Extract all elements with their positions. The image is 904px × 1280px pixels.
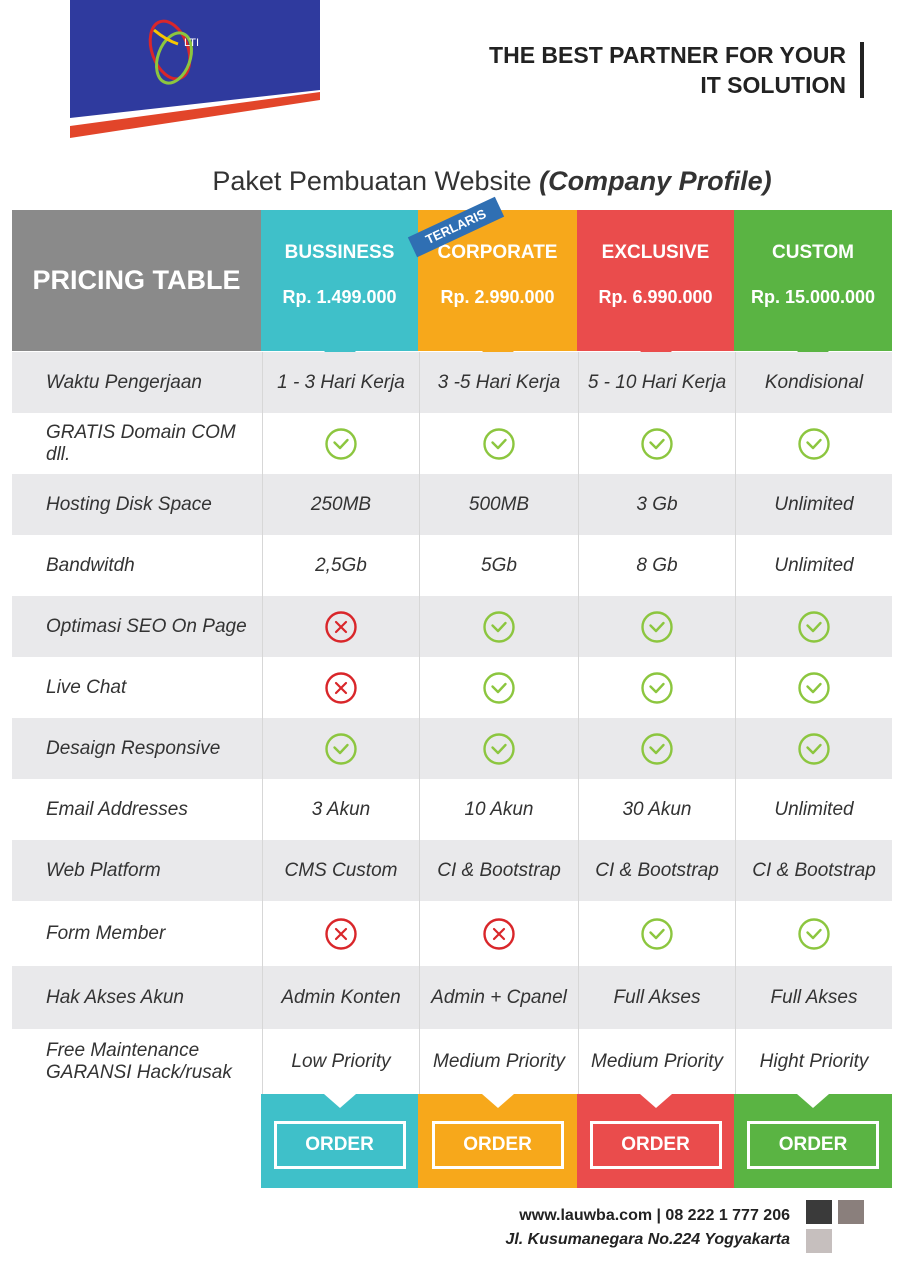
cross-icon	[262, 901, 419, 966]
feature-label: Form Member	[46, 922, 166, 944]
website-phone[interactable]: www.lauwba.com | 08 222 1 777 206	[519, 1207, 790, 1224]
tagline-line-2: IT SOLUTION	[700, 72, 846, 98]
band-notch	[640, 1094, 672, 1108]
check-icon	[419, 657, 578, 718]
logo-banner	[70, 0, 320, 120]
check-icon	[419, 718, 578, 779]
feature-value: 2,5Gb	[262, 535, 419, 596]
plan-price: Rp. 1.499.000	[282, 287, 397, 307]
feature-value: 5Gb	[419, 535, 578, 596]
plan-price: Rp. 15.000.000	[750, 287, 876, 307]
feature-row	[12, 966, 892, 1029]
cross-icon	[262, 657, 419, 718]
address: Jl. Kusumanegara No.224 Yogyakarta	[505, 1231, 790, 1248]
feature-value: 5 - 10 Hari Kerja	[578, 352, 735, 413]
feature-value: 10 Akun	[419, 779, 578, 840]
order-button-corporate[interactable]: ORDER	[432, 1121, 564, 1169]
feature-value: 500MB	[419, 474, 578, 535]
feature-value: Medium Priority	[578, 1029, 735, 1094]
feature-row	[12, 413, 892, 474]
feature-value: 3 -5 Hari Kerja	[419, 352, 578, 413]
feature-value: 3 Gb	[578, 474, 735, 535]
plan-name: CORPORATE	[437, 242, 558, 263]
feature-value: Unlimited	[735, 474, 892, 535]
cross-icon	[262, 596, 419, 657]
feature-value: Unlimited	[735, 535, 892, 596]
check-icon	[419, 413, 578, 474]
tagline	[489, 40, 846, 100]
feature-value: Unlimited	[735, 779, 892, 840]
feature-value: CI & Bootstrap	[735, 840, 892, 901]
feature-value: CI & Bootstrap	[578, 840, 735, 901]
band-notch	[324, 1094, 356, 1108]
feature-value: CI & Bootstrap	[419, 840, 578, 901]
title-main: Paket Pembuatan Website	[212, 166, 540, 196]
check-icon	[735, 413, 892, 474]
check-icon	[735, 657, 892, 718]
pricing-table-header	[12, 210, 261, 351]
cross-icon	[419, 901, 578, 966]
order-band-custom	[734, 1094, 892, 1188]
plan-name: EXCLUSIVE	[601, 242, 710, 263]
order-band-corporate	[418, 1094, 577, 1188]
plan-price: Rp. 6.990.000	[598, 287, 713, 307]
logo-text: LTI	[184, 37, 200, 49]
feature-label: Hak Akses Akun	[46, 986, 184, 1008]
plan-header-custom	[734, 210, 892, 351]
tagline-line-1: THE BEST PARTNER FOR YOUR	[489, 42, 846, 68]
swatch-dark	[806, 1200, 832, 1224]
order-band-bussiness	[261, 1094, 418, 1188]
feature-label: GRATIS Domain COM dll.	[46, 421, 236, 465]
check-icon	[262, 718, 419, 779]
feature-label: Optimasi SEO On Page	[46, 615, 247, 637]
feature-value: Full Akses	[578, 966, 735, 1029]
feature-label: Web Platform	[46, 859, 161, 881]
feature-row	[12, 901, 892, 966]
order-band-exclusive	[577, 1094, 734, 1188]
feature-row	[12, 718, 892, 779]
feature-value: 250MB	[262, 474, 419, 535]
check-icon	[578, 596, 735, 657]
feature-row	[12, 657, 892, 718]
feature-value: 3 Akun	[262, 779, 419, 840]
plan-price: Rp. 2.990.000	[440, 287, 555, 307]
feature-value: Kondisional	[735, 352, 892, 413]
plan-name: BUSSINESS	[284, 242, 395, 263]
feature-label: Waktu Pengerjaan	[46, 371, 202, 393]
tagline-bar	[860, 42, 864, 98]
feature-value: CMS Custom	[262, 840, 419, 901]
order-button-bussiness[interactable]: ORDER	[274, 1121, 406, 1169]
feature-value: Medium Priority	[419, 1029, 578, 1094]
plan-header-bussiness	[261, 210, 418, 351]
page-title	[0, 166, 904, 197]
terlaris-badge: TERLARIS	[408, 197, 504, 258]
check-icon	[262, 413, 419, 474]
order-button-custom[interactable]: ORDER	[747, 1121, 879, 1169]
feature-value: 30 Akun	[578, 779, 735, 840]
feature-row	[12, 1029, 892, 1094]
plan-header-exclusive	[577, 210, 734, 351]
feature-value: Hight Priority	[735, 1029, 892, 1094]
feature-label: Hosting Disk Space	[46, 493, 212, 515]
feature-label: Desaign Responsive	[46, 737, 221, 759]
check-icon	[735, 901, 892, 966]
feature-label: Bandwitdh	[46, 554, 135, 576]
feature-value: Admin + Cpanel	[419, 966, 578, 1029]
title-emphasis: (Company Profile)	[539, 166, 772, 196]
check-icon	[419, 596, 578, 657]
feature-value: Low Priority	[262, 1029, 419, 1094]
feature-value: 1 - 3 Hari Kerja	[262, 352, 419, 413]
plan-name: CUSTOM	[772, 242, 854, 263]
feature-label: Email Addresses	[46, 798, 188, 820]
feature-row	[12, 596, 892, 657]
pricing-table-label: PRICING TABLE	[32, 265, 241, 295]
feature-row	[12, 535, 892, 596]
check-icon	[578, 901, 735, 966]
check-icon	[735, 596, 892, 657]
feature-row	[12, 840, 892, 901]
swatch-mid	[838, 1200, 864, 1224]
check-icon	[735, 718, 892, 779]
feature-label: Live Chat	[46, 676, 127, 698]
contact-info	[505, 1204, 790, 1252]
band-notch	[797, 1094, 829, 1108]
check-icon	[578, 718, 735, 779]
check-icon	[578, 413, 735, 474]
feature-row	[12, 352, 892, 413]
feature-row	[12, 779, 892, 840]
order-button-exclusive[interactable]: ORDER	[590, 1121, 722, 1169]
feature-row	[12, 474, 892, 535]
swatch-light	[806, 1229, 832, 1253]
feature-value: Full Akses	[735, 966, 892, 1029]
band-notch	[482, 1094, 514, 1108]
check-icon	[578, 657, 735, 718]
feature-value: Admin Konten	[262, 966, 419, 1029]
feature-value: 8 Gb	[578, 535, 735, 596]
feature-label: Free Maintenance GARANSI Hack/rusak	[46, 1039, 232, 1083]
